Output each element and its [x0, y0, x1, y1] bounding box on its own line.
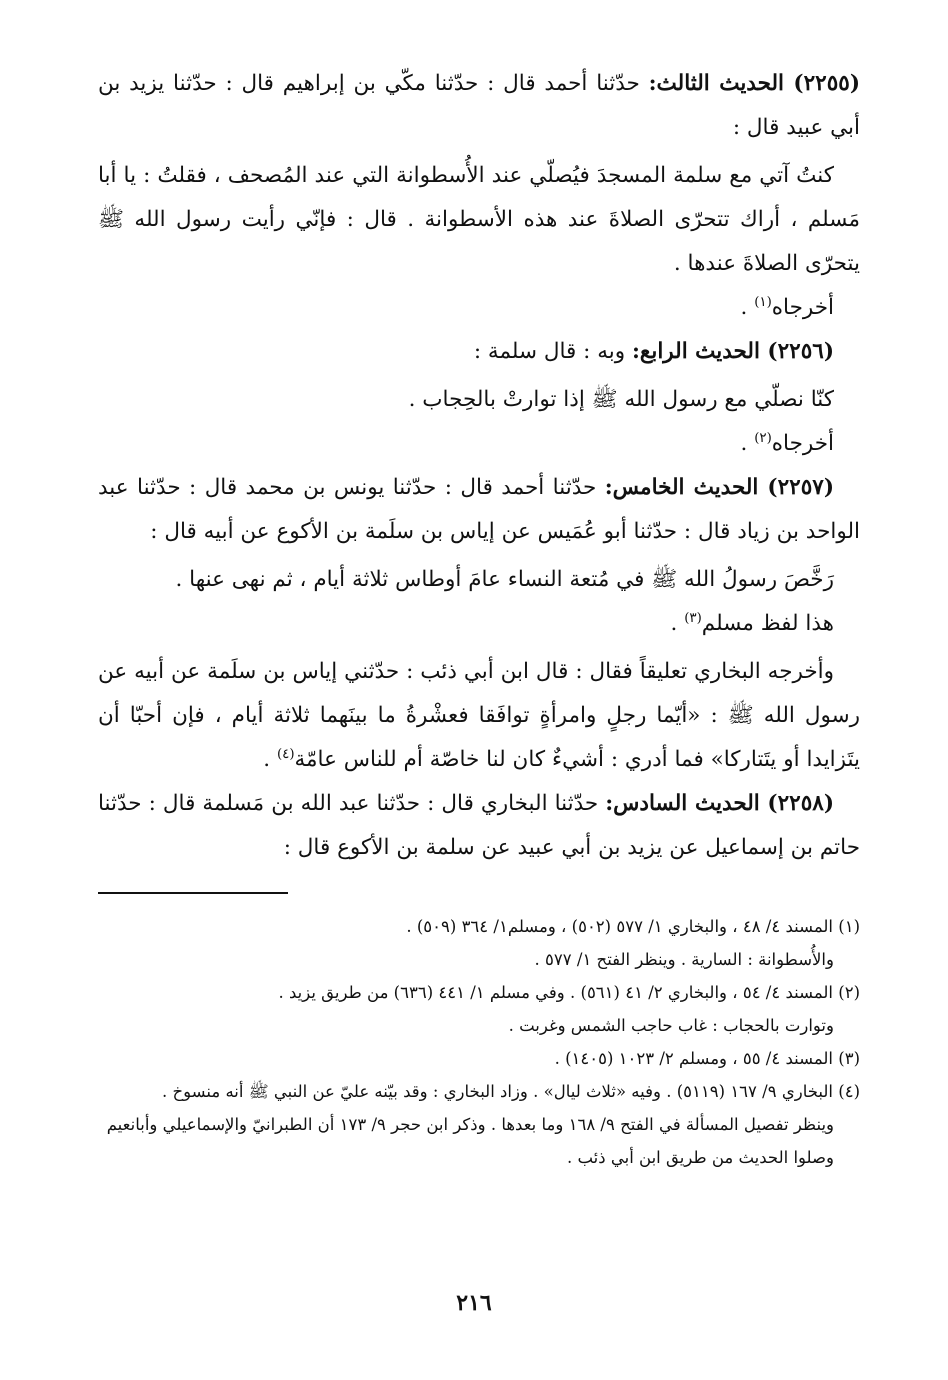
bukhari-end: . — [263, 747, 277, 772]
hadith-2257-isnad — [98, 466, 860, 554]
hadith-2256-isnad-text: وبه : قال سلمة : — [473, 339, 632, 364]
hadith-2255-takhrij — [98, 286, 860, 330]
lafz-end: . — [670, 611, 685, 636]
hadith-2255-isnad — [98, 62, 860, 150]
footnote-ref-1: (١) — [754, 294, 772, 310]
footnote-ref-2: (٢) — [754, 430, 772, 446]
takhrij-text: أخرجاه — [771, 295, 834, 320]
hadith-2255-isnad-text: حدّثنا أحمد قال : حدّثنا مكّي بن إبراهيم قال : حدّثنا يزيد بن أبي عبيد قال : — [98, 71, 860, 140]
bukhari-text: وأخرجه البخاري تعليقاً فقال : قال ابن أبي ذئب : حدّثني إياس بن سلَمة عن أبيه عن رسول الله ﷺ : «أيّما رجلٍ وامرأةٍ توافَقا فعشْرةُ ما بينَهما ثلاثة أيام ، فإن أحبّا أن يتَزايدا أو يتَتاركا» فما أدري : أشيءٌ كان لنا خاصّة أم للناس عامّة — [98, 659, 860, 772]
footnote-1-note: والأُسطوانة : السارية . وينظر الفتح ١/ ٥٧٧ . — [534, 950, 834, 969]
footnote-ref-4: (٤) — [276, 746, 295, 762]
footnote-ref-3: (٣) — [684, 610, 702, 626]
main-text — [98, 62, 860, 870]
hadith-2255-heading: (٢٢٥٥) الحديث الثالث: — [648, 71, 860, 96]
lafz-text: هذا لفظ مسلم — [701, 611, 834, 636]
footnote-2: (٢) المسند ٤/ ٥٤ ، والبخاري ٢/ ٤١ (٥٦١) . وفي مسلم ١/ ٤٤١ (٦٣٦) من طريق يزيد . — [278, 983, 860, 1002]
takhrij-end: . — [740, 431, 755, 456]
hadith-2256-matn: كنّا نصلّي مع رسول الله ﷺ إذا توارتْ بالحِجاب . — [408, 387, 834, 412]
hadith-2256-takhrij — [98, 422, 860, 466]
page-number: ٢١٦ — [456, 1290, 492, 1316]
footnote-2-note: وتوارت بالحجاب : غاب حاجب الشمس وغربت . — [508, 1016, 834, 1035]
footnote-4-note: وينظر تفصيل المسألة في الفتح ٩/ ١٦٨ وما بعدها . وذكر ابن حجر ٩/ ١٧٣ أن الطبرانيّ والإسماعيلي وأبانعيم وصلوا الحديث من طريق ابن أبي ذئب . — [106, 1115, 834, 1167]
hadith-2258-heading: (٢٢٥٨) الحديث السادس: — [605, 791, 834, 816]
hadith-2256-heading: (٢٢٥٦) الحديث الرابع: — [631, 339, 834, 364]
hadith-2258-isnad — [98, 782, 860, 870]
footnote-1: (١) المسند ٤/ ٤٨ ، والبخاري ١/ ٥٧٧ (٥٠٢) ، ومسلم١/ ٣٦٤ (٥٠٩) . — [406, 917, 860, 936]
hadith-2255-matn: كنتُ آتي مع سلمة المسجدَ فيُصلّي عند الأُسطوانة التي عند المُصحف ، فقلتُ : يا أبا مَسلم ، أراك تتحرّى الصلاةَ عند هذه الأسطوانة . قال : فإنّي رأيت رسول الله ﷺ يتحرّى الصلاةَ عندها . — [98, 163, 860, 276]
takhrij-text: أخرجاه — [771, 431, 834, 456]
footnotes — [98, 910, 860, 1174]
hadith-2257-isnad-text: حدّثنا أحمد قال : حدّثنا يونس بن محمد قال : حدّثنا عبد الواحد بن زياد قال : حدّثنا أبو عُمَيس عن إياس بن سلَمة بن الأكوع عن أبيه قال : — [98, 475, 860, 544]
hadith-2257-matn: رَخَّصَ رسولُ الله ﷺ في مُتعة النساء عامَ أوطاس ثلاثة أيام ، ثم نهى عنها . — [175, 567, 834, 592]
takhrij-end: . — [740, 295, 755, 320]
hadith-2258-isnad-text: حدّثنا البخاري قال : حدّثنا عبد الله بن مَسلمة قال : حدّثنا حاتم بن إسماعيل عن يزيد بن أبي عبيد عن سلمة بن الأكوع قال : — [98, 791, 860, 860]
footnote-4: (٤) البخاري ٩/ ١٦٧ (٥١١٩) . وفيه «ثلاث ليال» . وزاد البخاري : وقد بيّنه عليّ عن النبي ﷺ أنه منسوخ . — [162, 1082, 860, 1101]
hadith-2257-lafz — [98, 602, 860, 646]
hadith-2256-isnad — [98, 330, 860, 374]
hadith-2257-bukhari — [98, 650, 860, 782]
hadith-2257-heading: (٢٢٥٧) الحديث الخامس: — [604, 475, 834, 500]
footnote-3: (٣) المسند ٤/ ٥٥ ، ومسلم ٢/ ١٠٢٣ (١٤٠٥) . — [554, 1049, 860, 1068]
footnote-separator — [98, 892, 288, 894]
